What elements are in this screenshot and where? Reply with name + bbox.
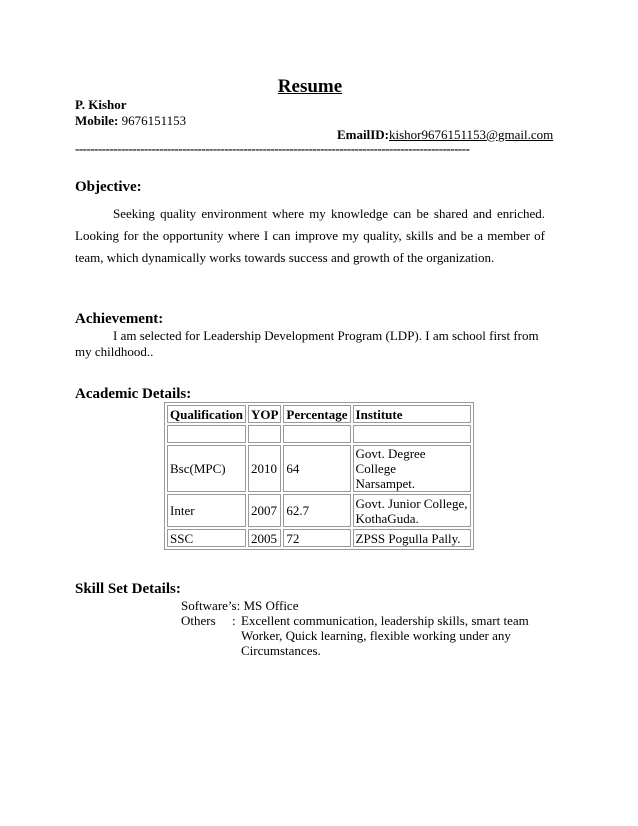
others-line: Circumstances. bbox=[241, 643, 321, 658]
table-header-row bbox=[167, 405, 471, 423]
institute-line: KothaGuda. bbox=[355, 510, 419, 526]
column-header: Percentage bbox=[283, 405, 350, 423]
table-cell bbox=[353, 425, 471, 443]
column-header: YOP bbox=[248, 405, 281, 423]
table-cell: Bsc(MPC) bbox=[167, 445, 246, 492]
achievement-heading: Achievement: bbox=[75, 311, 164, 327]
mobile-value: 9676151153 bbox=[121, 113, 187, 128]
table-cell: ZPSS Pogulla Pally. bbox=[353, 529, 471, 547]
software-value: MS Office bbox=[243, 598, 299, 613]
table-cell: 62.7 bbox=[283, 494, 350, 527]
column-header: Institute bbox=[353, 405, 471, 423]
software-label: Software’s: bbox=[181, 598, 241, 613]
resume-title: Resume bbox=[277, 76, 343, 97]
skills-heading: Skill Set Details: bbox=[75, 581, 181, 597]
others-line: Worker, Quick learning, flexible working under any bbox=[241, 628, 511, 643]
table-cell bbox=[353, 494, 471, 527]
table-cell: 64 bbox=[283, 445, 350, 492]
table-spacer-row bbox=[167, 425, 471, 443]
software-line bbox=[181, 598, 298, 613]
table-cell bbox=[353, 445, 471, 492]
table-row bbox=[167, 445, 471, 492]
table-row bbox=[167, 494, 471, 527]
others-label: Others bbox=[181, 613, 216, 628]
email-label: EmailID: bbox=[337, 127, 389, 142]
table-row bbox=[167, 529, 471, 547]
others-separator: : bbox=[232, 613, 236, 628]
others-line: Excellent communication, leadership skills, smart team bbox=[241, 613, 529, 628]
mobile-line bbox=[75, 113, 186, 129]
table-cell: 2007 bbox=[248, 494, 281, 527]
table-cell: SSC bbox=[167, 529, 246, 547]
table-cell bbox=[167, 425, 246, 443]
email-link[interactable]: kishor9676151153@gmail.com bbox=[389, 127, 554, 142]
table-cell: 72 bbox=[283, 529, 350, 547]
mobile-label: Mobile: bbox=[75, 113, 119, 128]
achievement-text: I am selected for Leadership Development Program (LDP). I am school first from my childhood.. bbox=[75, 328, 539, 359]
institute-line: Narsampet. bbox=[355, 476, 416, 491]
divider-rule: ------------------------------------------------------------------------------------------------------- bbox=[75, 141, 470, 156]
table-cell bbox=[283, 425, 350, 443]
objective-heading: Objective: bbox=[75, 179, 142, 195]
candidate-name: P. Kishor bbox=[75, 97, 127, 112]
table-cell: 2010 bbox=[248, 445, 281, 492]
table-cell: 2005 bbox=[248, 529, 281, 547]
table-cell: Inter bbox=[167, 494, 246, 527]
table-cell bbox=[248, 425, 281, 443]
institute-line: Govt. Degree College bbox=[355, 446, 426, 476]
academic-table bbox=[164, 402, 474, 550]
academic-heading: Academic Details: bbox=[75, 386, 192, 402]
objective-text: Seeking quality environment where my knowledge can be shared and enriched. Looking for the opportunity where I can improve my quality, skills and be a member of team, which dynamically works towards success and growth of the organization. bbox=[75, 206, 545, 265]
institute-line: Govt. Junior College, bbox=[355, 495, 468, 511]
column-header: Qualification bbox=[167, 405, 246, 423]
